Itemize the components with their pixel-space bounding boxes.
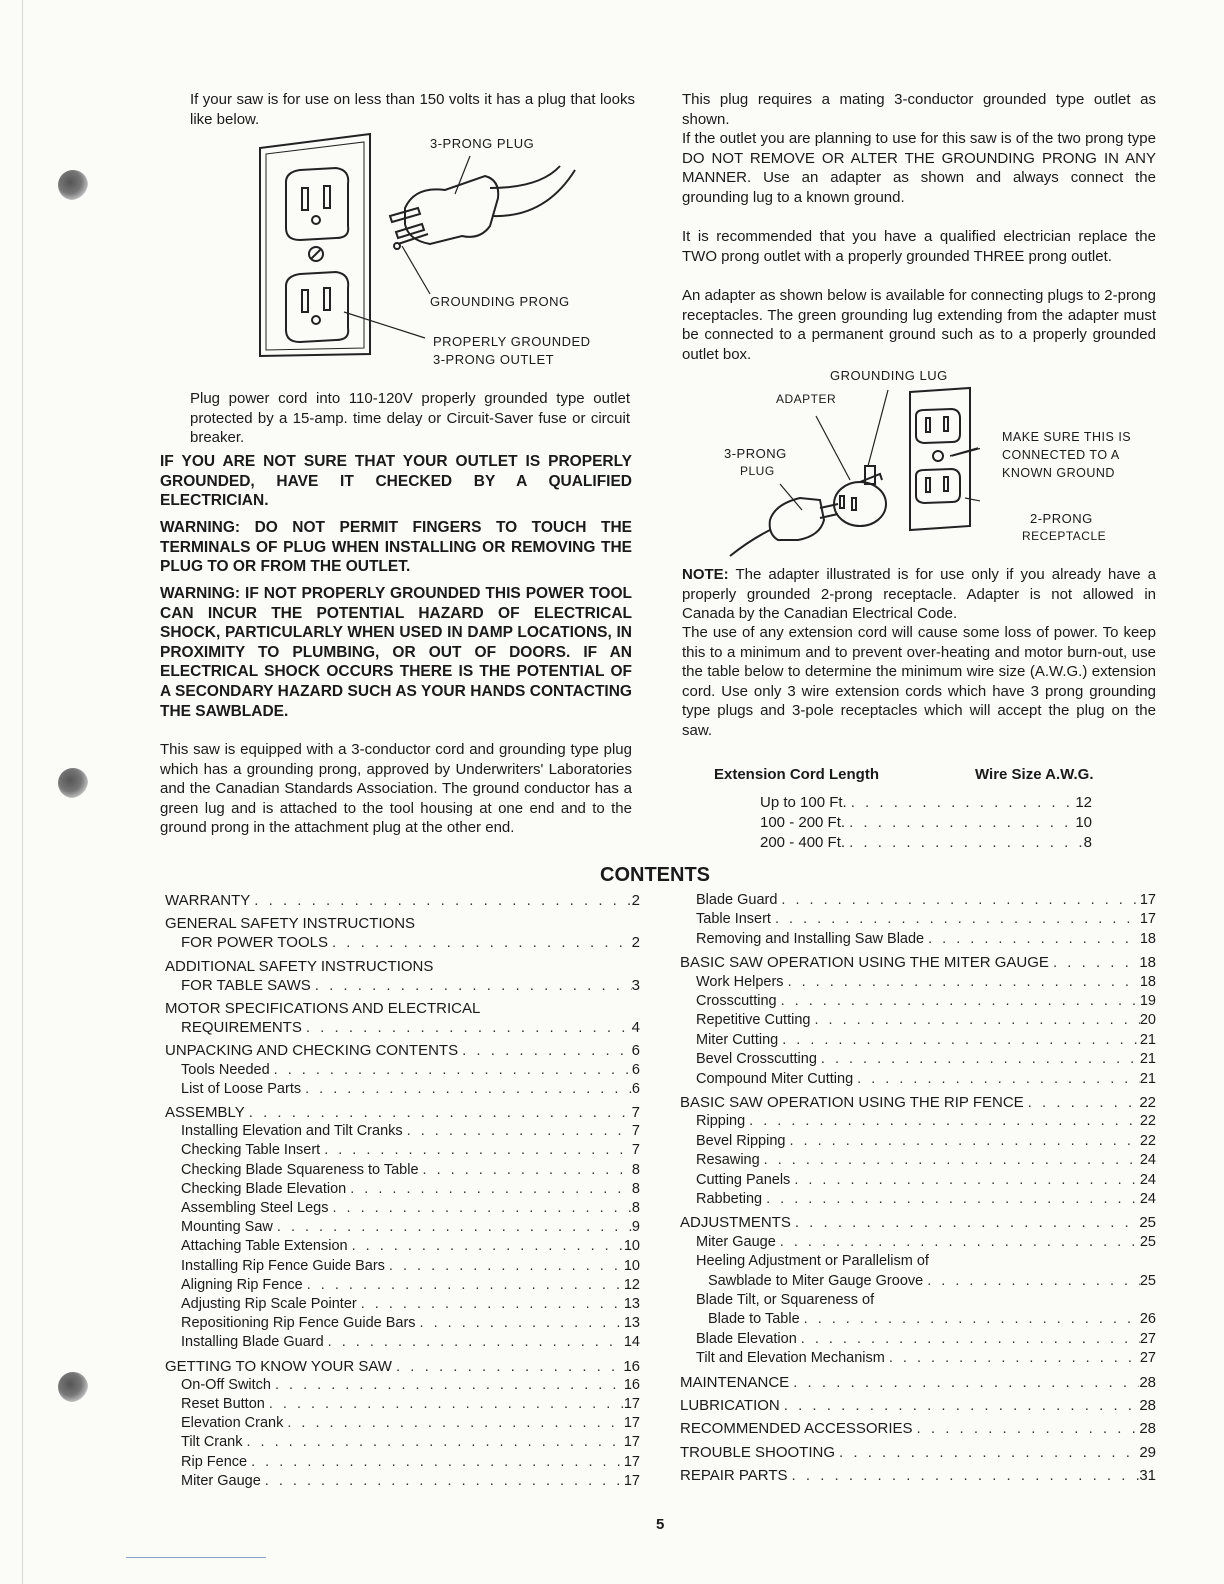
toc-title: Assembling Steel Legs: [181, 1200, 329, 1216]
toc-title: Reset Button: [181, 1396, 265, 1412]
toc-page: 2: [631, 934, 640, 952]
toc-page: 16: [623, 1376, 640, 1393]
toc-title: Sawblade to Miter Gauge Groove: [708, 1272, 924, 1289]
toc-title: FOR POWER TOOLS: [181, 934, 328, 952]
toc-title: Repositioning Rip Fence Guide Bars: [181, 1315, 416, 1332]
toc-entry: [181, 1315, 640, 1331]
toc-entry: [181, 1415, 640, 1431]
note-body: The adapter illustrated is for use only if you already have a properly grounded 2-prong receptacle. Adapter is not allowed in Canada by the Canadian Electrical Code.: [682, 566, 1156, 622]
toc-page: 7: [631, 1123, 640, 1140]
toc-page: 6: [631, 1080, 640, 1097]
toc-title: Work Helpers: [696, 973, 784, 990]
toc-page: 13: [623, 1296, 640, 1312]
toc-page: 25: [1139, 1214, 1156, 1232]
toc-title: Cutting Panels: [696, 1171, 791, 1188]
toc-title: Bevel Crosscutting: [696, 1051, 817, 1068]
toc-page: 12: [623, 1276, 640, 1293]
toc-page: 22: [1139, 1132, 1156, 1149]
toc-page: 14: [623, 1334, 640, 1351]
electrician-text: It is recommended that you have a qualified electrician replace the TWO prong outlet with a properly grounded THREE prong outlet.: [682, 228, 1156, 265]
toc-entry: [181, 1062, 640, 1078]
toc-page: 18: [1139, 954, 1156, 972]
toc-page: 28: [1139, 1373, 1156, 1391]
toc-entry: [181, 1277, 640, 1293]
toc-title: Blade to Table: [708, 1311, 800, 1328]
toc-title: TROUBLE SHOOTING: [680, 1443, 836, 1461]
toc-page: 27: [1139, 1350, 1156, 1367]
toc-title: Tilt Crank: [181, 1434, 243, 1451]
toc-title: Blade Guard: [696, 892, 778, 908]
toc-title: ASSEMBLY: [165, 1104, 245, 1121]
make-sure-line3: KNOWN GROUND: [1002, 466, 1115, 480]
toc-page: 18: [1139, 973, 1156, 990]
toc-entry: [696, 1331, 1156, 1347]
toc-page: 24: [1139, 1171, 1156, 1188]
toc-page: 17: [623, 1453, 640, 1470]
toc-page: 27: [1139, 1330, 1156, 1347]
toc-entry: [696, 931, 1156, 947]
equipped-text: This saw is equipped with a 3-conductor cord and grounding type plug which has a grounding prong, approved by Underwriters' Laboratories and the Canadian Standards Association. The ground conductor has a green lug and is attached to the tool housing at one end and to the ground prong in the attachment plug at the other end.: [160, 741, 632, 836]
toc-page: 17: [1139, 892, 1156, 908]
toc-title: MOTOR SPECIFICATIONS AND ELECTRICAL: [165, 1000, 481, 1017]
toc-title: Checking Blade Squareness to Table: [181, 1161, 419, 1178]
toc-entry: [696, 1253, 1156, 1269]
toc-page: 7: [631, 1104, 640, 1121]
toc-entry: [181, 1258, 640, 1274]
toc-page: 22: [1139, 1113, 1156, 1130]
binder-hole: [58, 1372, 88, 1402]
toc-title: BASIC SAW OPERATION USING THE MITER GAUGE: [680, 954, 1049, 972]
toc-page: 7: [631, 1142, 640, 1159]
toc-page: 26: [1139, 1311, 1156, 1328]
toc-page: 17: [623, 1434, 640, 1451]
toc-entry: [680, 1467, 1156, 1484]
toc-entry: [165, 1358, 640, 1375]
toc-entry: [680, 1374, 1156, 1391]
toc-entry: [696, 1051, 1156, 1067]
cord-length: Up to 100 Ft.: [760, 794, 847, 811]
toc-entry: [181, 1334, 640, 1350]
toc-entry: [696, 974, 1156, 990]
toc-entry: [181, 1181, 640, 1197]
receptacle-label-line2: RECEPTACLE: [1022, 529, 1107, 543]
toc-entry: [181, 1142, 640, 1158]
toc-page: 8: [631, 1161, 640, 1178]
toc-entry: [696, 1071, 1156, 1087]
toc-entry: [696, 892, 1156, 908]
toc-page: 24: [1139, 1152, 1156, 1169]
grounding-warning: WARNING: IF NOT PROPERLY GROUNDED THIS POWER TOOL CAN INCUR THE POTENTIAL HAZARD OF ELECTRICAL SHOCK, PARTICULARLY WHEN USED IN DAMP LOCATIONS, IN PROXIMITY TO PLUMBING, OR OUT OF DOORS. IF AN ELECTRICAL SHOCK OCCURS THERE IS THE POTENTIAL OF A SECONDARY HAZARD SUCH AS YOUR HANDS CONTACTING THE SAWBLADE.: [160, 585, 632, 720]
toc-page: 2: [631, 892, 640, 909]
toc-entry: [680, 954, 1156, 971]
binder-hole: [58, 768, 88, 798]
toc-entry: [165, 1042, 640, 1059]
cord-length: 100 - 200 Ft.: [760, 814, 846, 831]
toc-entry: [696, 911, 1156, 927]
adapter-label: ADAPTER: [776, 392, 837, 406]
toc-title: Installing Rip Fence Guide Bars: [181, 1257, 385, 1274]
toc-title: List of Loose Parts: [181, 1080, 302, 1097]
toc-page: 21: [1139, 1031, 1156, 1048]
toc-title: ADDITIONAL SAFETY INSTRUCTIONS: [165, 957, 434, 975]
toc-title: Ripping: [696, 1113, 746, 1130]
toc-page: 31: [1139, 1467, 1156, 1485]
toc-title: GETTING TO KNOW YOUR SAW: [165, 1357, 392, 1375]
toc-entry: [181, 1296, 640, 1312]
toc-page: 24: [1139, 1191, 1156, 1207]
toc-entry: [181, 1123, 640, 1139]
toc-title: Rabbeting: [696, 1191, 763, 1207]
toc-title: WARRANTY: [165, 892, 251, 909]
toc-entry: [696, 1234, 1156, 1250]
grounding-lug-label: GROUNDING LUG: [830, 368, 948, 383]
toc-page: 19: [1139, 993, 1156, 1009]
outlet-label-line2: 3-PRONG OUTLET: [433, 352, 555, 367]
toc-title: Crosscutting: [696, 993, 777, 1009]
toc-page: 21: [1139, 1051, 1156, 1068]
toc-entry: [181, 1377, 640, 1393]
wire-size: 12: [1075, 794, 1092, 811]
toc-entry: [165, 958, 640, 975]
toc-page: 8: [631, 1200, 640, 1216]
outlet-check-warning: IF YOU ARE NOT SURE THAT YOUR OUTLET IS PROPERLY GROUNDED, HAVE IT CHECKED BY A QUALIFIED ELECTRICIAN.: [160, 453, 632, 510]
toc-page: 13: [623, 1315, 640, 1332]
grounding-prong-label: GROUNDING PRONG: [430, 294, 570, 309]
toc-title: Mounting Saw: [181, 1219, 273, 1236]
toc-title: Blade Elevation: [696, 1330, 797, 1347]
wire-size: 10: [1075, 814, 1092, 831]
toc-page: 17: [623, 1472, 640, 1489]
toc-title: Table Insert: [696, 911, 771, 928]
toc-title: On-Off Switch: [181, 1376, 271, 1393]
toc-title: RECOMMENDED ACCESSORIES: [680, 1420, 913, 1438]
toc-entry: [696, 1032, 1156, 1048]
toc-title: LUBRICATION: [680, 1397, 780, 1414]
toc-title: Miter Gauge: [181, 1472, 261, 1489]
make-sure-line1: MAKE SURE THIS IS: [1002, 430, 1132, 444]
toc-entry: [165, 915, 640, 932]
toc-entry: [696, 1113, 1156, 1129]
intro-text: If your saw is for use on less than 150 volts it has a plug that looks like below.: [190, 91, 635, 128]
toc-title: Tools Needed: [181, 1061, 270, 1078]
note-label: NOTE:: [682, 566, 729, 583]
toc-title: Installing Elevation and Tilt Cranks: [181, 1123, 403, 1140]
extension-cord-text: The use of any extension cord will cause some loss of power. To keep this to a minimum and to prevent over-heating and motor burn-out, use the table below to determine the minimum wire size (A.W.G.) extension cord. Use only 3 wire extension cords which have 3 prong grounding type plugs and 3-pole receptacles which will accept the plug on the saw.: [682, 624, 1156, 739]
binder-hole: [58, 170, 88, 200]
toc-page: 6: [631, 1061, 640, 1078]
toc-entry: [165, 1000, 640, 1017]
adapter-text: An adapter as shown below is available for connecting plugs to 2-prong receptacles. The green grounding lug extending from the adapter must be connected to a permanent ground such as to a properly grounded outlet box.: [682, 287, 1156, 363]
toc-title: UNPACKING AND CHECKING CONTENTS: [165, 1042, 459, 1060]
toc-entry: [708, 1311, 1156, 1327]
cord-table-row: [760, 834, 1092, 851]
toc-page: 25: [1139, 1272, 1156, 1289]
toc-title: Checking Table Insert: [181, 1142, 321, 1159]
toc-title: ADJUSTMENTS: [680, 1214, 791, 1232]
toc-entry: [708, 1273, 1156, 1289]
toc-title: Adjusting Rip Scale Pointer: [181, 1296, 357, 1312]
toc-entry: [696, 1350, 1156, 1366]
toc-title: Rip Fence: [181, 1453, 248, 1470]
toc-entry: [680, 1397, 1156, 1414]
toc-title: Aligning Rip Fence: [181, 1276, 303, 1293]
toc-title: MAINTENANCE: [680, 1373, 790, 1391]
toc-page: 28: [1139, 1420, 1156, 1438]
table-header-length: Extension Cord Length: [714, 766, 879, 783]
toc-entry: [680, 1094, 1156, 1111]
toc-entry: [181, 1162, 640, 1178]
toc-entry: [181, 1434, 640, 1450]
fingers-warning: WARNING: DO NOT PERMIT FINGERS TO TOUCH THE TERMINALS OF PLUG WHEN INSTALLING OR REMOVING THE PLUG TO OR FROM THE OUTLET.: [160, 519, 632, 576]
toc-page: 17: [623, 1415, 640, 1432]
plug-in-text: Plug power cord into 110-120V properly grounded type outlet protected by a 15-amp. time delay or Circuit-Saver fuse or circuit breaker.: [190, 390, 630, 446]
toc-entry: [696, 1292, 1156, 1308]
toc-page: 16: [623, 1357, 640, 1375]
toc-title: Resawing: [696, 1152, 760, 1169]
toc-page: 3: [631, 976, 640, 994]
toc-entry: [696, 1152, 1156, 1168]
toc-entry: [165, 892, 640, 909]
toc-title: Repetitive Cutting: [696, 1012, 811, 1029]
toc-entry: [181, 934, 640, 951]
note-text: [682, 565, 1156, 624]
toc-title: Tilt and Elevation Mechanism: [696, 1350, 885, 1367]
three-prong-plug-label: 3-PRONG PLUG: [430, 136, 535, 151]
toc-title: Removing and Installing Saw Blade: [696, 930, 925, 947]
toc-entry: [680, 1420, 1156, 1437]
toc-entry: [181, 1219, 640, 1235]
toc-title: Blade Tilt, or Squareness of: [696, 1292, 875, 1308]
toc-title: REPAIR PARTS: [680, 1467, 788, 1485]
plug-label-line1: 3-PRONG: [724, 446, 787, 461]
two-prong-text: If the outlet you are planning to use for this saw is of the two prong type DO NOT REMOVE OR ALTER THE GROUNDING PRONG IN ANY MANNER. Use an adapter as shown and always connect the grounding lug to a known ground.: [682, 130, 1156, 206]
toc-page: 17: [623, 1396, 640, 1412]
toc-entry: [696, 1133, 1156, 1149]
toc-entry: [181, 1200, 640, 1216]
toc-page: 4: [631, 1019, 640, 1037]
toc-entry: [181, 1473, 640, 1489]
toc-entry: [696, 1191, 1156, 1207]
toc-title: Attaching Table Extension: [181, 1238, 348, 1255]
toc-page: 10: [623, 1238, 640, 1255]
toc-page: 17: [1139, 911, 1156, 928]
cord-table-row: [760, 814, 1092, 831]
toc-entry: [165, 1104, 640, 1121]
mating-outlet-text: This plug requires a mating 3-conductor grounded type outlet as shown.: [682, 91, 1156, 128]
footer-rule: [126, 1557, 266, 1558]
toc-page: 28: [1139, 1397, 1156, 1414]
toc-title: Compound Miter Cutting: [696, 1070, 854, 1087]
table-header-size: Wire Size A.W.G.: [975, 766, 1094, 783]
toc-title: Bevel Ripping: [696, 1132, 786, 1149]
toc-page: 20: [1139, 1012, 1156, 1029]
page-number: 5: [656, 1516, 665, 1533]
toc-title: GENERAL SAFETY INSTRUCTIONS: [165, 915, 416, 933]
toc-page: 9: [631, 1219, 640, 1236]
toc-title: Installing Blade Guard: [181, 1334, 324, 1351]
toc-entry: [181, 1019, 640, 1036]
toc-entry: [696, 993, 1156, 1009]
toc-page: 6: [631, 1042, 640, 1060]
toc-page: 10: [623, 1257, 640, 1274]
toc-page: 18: [1139, 930, 1156, 947]
toc-title: Checking Blade Elevation: [181, 1180, 347, 1197]
toc-entry: [181, 1454, 640, 1470]
toc-entry: [696, 1172, 1156, 1188]
toc-title: Heeling Adjustment or Parallelism of: [696, 1253, 929, 1270]
outlet-label-line1: PROPERLY GROUNDED: [433, 334, 591, 349]
toc-title: Elevation Crank: [181, 1415, 284, 1432]
toc-page: 25: [1139, 1233, 1156, 1250]
toc-entry: [181, 977, 640, 994]
toc-entry: [680, 1214, 1156, 1231]
scan-edge: [22, 0, 23, 1584]
toc-title: BASIC SAW OPERATION USING THE RIP FENCE: [680, 1094, 1024, 1111]
cord-length: 200 - 400 Ft.: [760, 834, 846, 851]
toc-page: 29: [1139, 1443, 1156, 1461]
toc-page: 8: [631, 1180, 640, 1197]
plug-label-line2: PLUG: [740, 464, 775, 478]
toc-entry: [181, 1081, 640, 1097]
wire-size: 8: [1083, 834, 1092, 851]
toc-entry: [181, 1238, 640, 1254]
toc-title: Miter Gauge: [696, 1233, 776, 1250]
make-sure-line2: CONNECTED TO A: [1002, 448, 1120, 462]
toc-page: 21: [1139, 1070, 1156, 1087]
toc-title: Miter Cutting: [696, 1031, 779, 1048]
toc-entry: [680, 1444, 1156, 1461]
cord-table-row: [760, 794, 1092, 811]
toc-entry: [181, 1396, 640, 1412]
receptacle-label-line1: 2-PRONG: [1030, 511, 1093, 526]
toc-title: FOR TABLE SAWS: [181, 976, 311, 994]
contents-title: CONTENTS: [600, 864, 710, 886]
toc-title: REQUIREMENTS: [181, 1019, 302, 1037]
toc-entry: [696, 1012, 1156, 1028]
toc-page: 22: [1139, 1094, 1156, 1111]
